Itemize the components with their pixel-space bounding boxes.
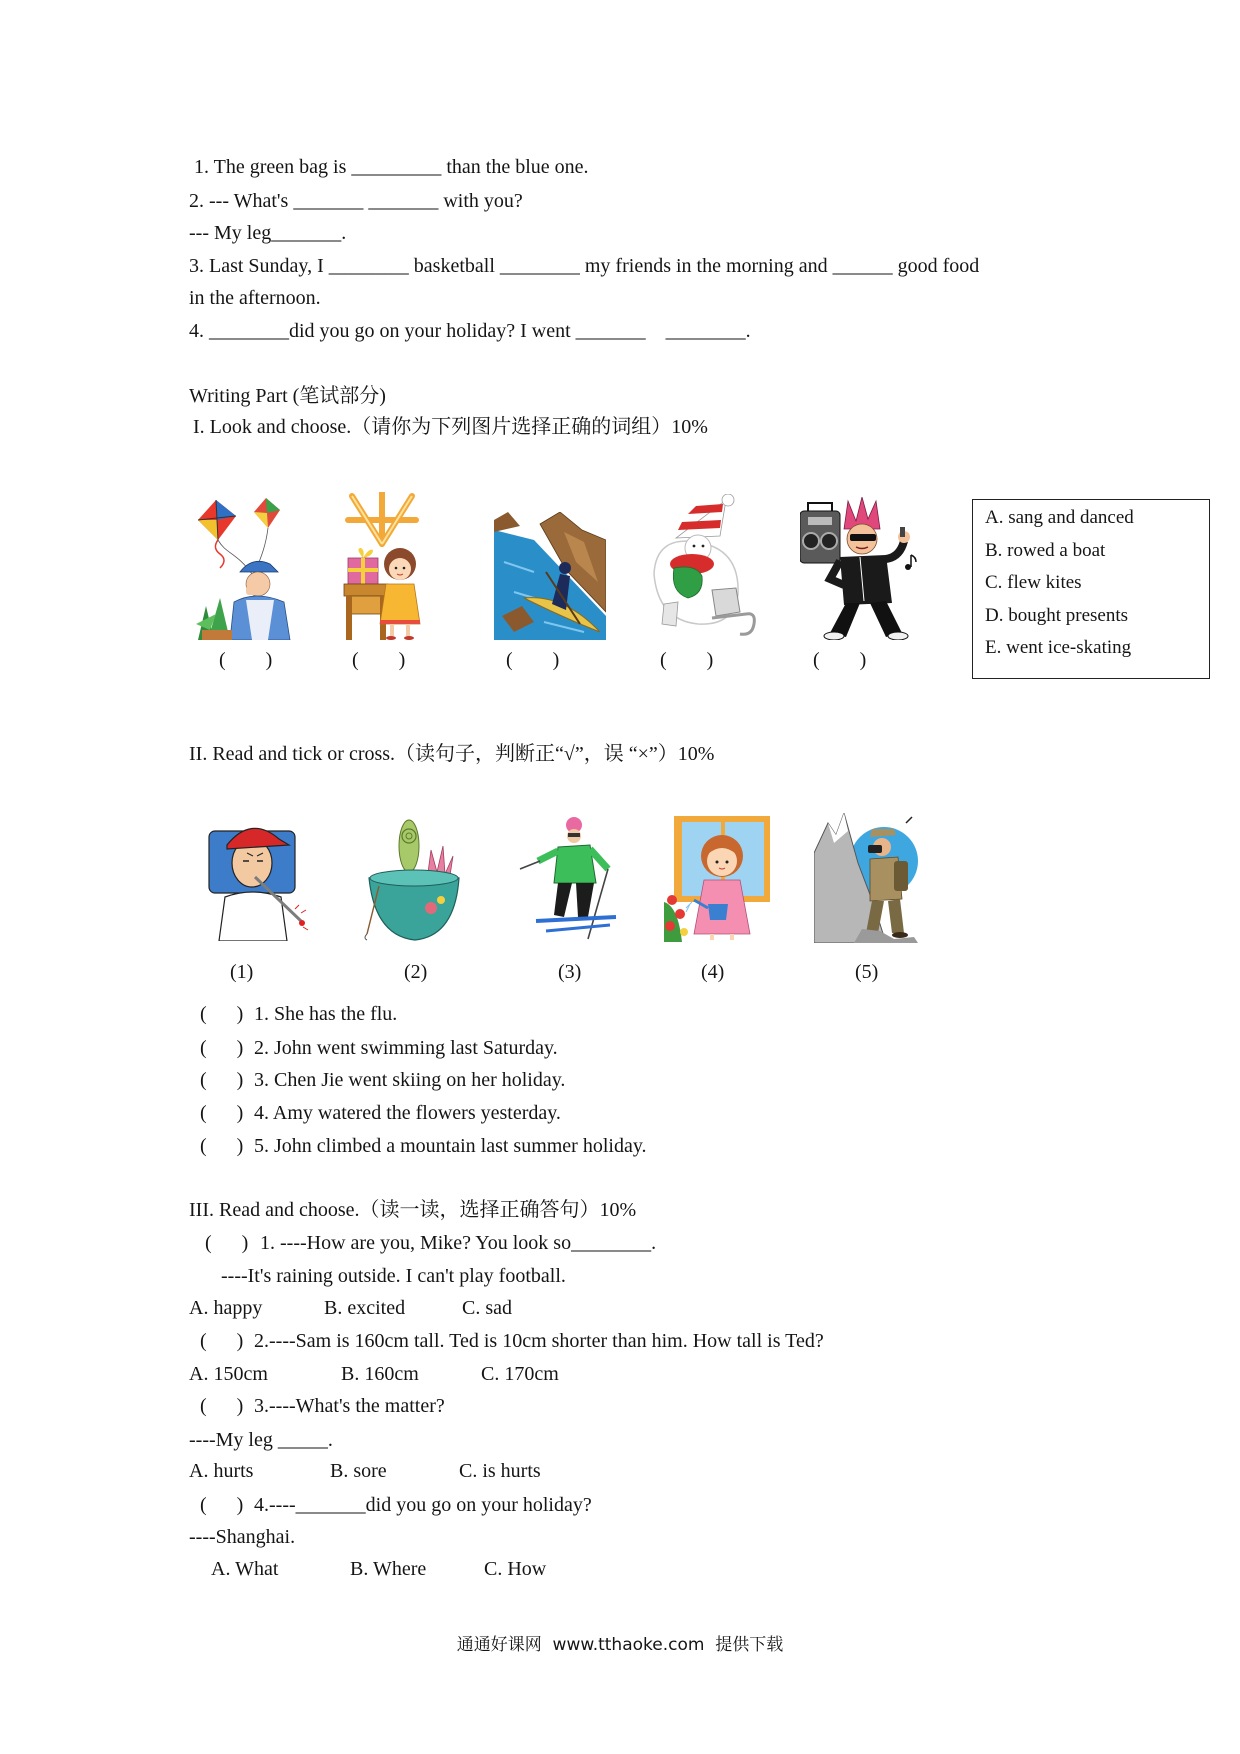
basin-picture	[357, 816, 467, 942]
part1-option-a: A. sang and danced	[985, 507, 1134, 528]
statement-4: 4. Amy watered the flowers yesterday.	[254, 1102, 561, 1124]
question-4-option-c: C. How	[484, 1558, 547, 1580]
part1-option-c: C. flew kites	[985, 572, 1082, 593]
part1-answer-blank-2: ( )	[352, 649, 406, 671]
question-4-follow-up: ----Shanghai.	[189, 1526, 296, 1548]
question-blank-4: ( )	[200, 1494, 244, 1516]
question-3-follow-up: ----My leg _____.	[189, 1429, 333, 1451]
question-1-option-a: A. happy	[189, 1297, 263, 1319]
question-4-option-a: A. What	[211, 1558, 279, 1580]
part1-option-b: B. rowed a boat	[985, 540, 1106, 561]
writing-part-title: Writing Part (笔试部分)	[189, 385, 386, 407]
part1-answer-blank-3: ( )	[506, 649, 560, 671]
part1-option-e: E. went ice-skating	[985, 637, 1132, 658]
statement-blank-5: ( )	[200, 1135, 244, 1157]
picture-label-5: (5)	[855, 961, 879, 983]
part1-options-box	[972, 499, 1210, 679]
part1-heading: I. Look and choose.（请你为下列图片选择正确的词组）10%	[193, 416, 708, 438]
question-1-option-b: B. excited	[324, 1297, 406, 1319]
question-1-option-c: C. sad	[462, 1297, 512, 1319]
part1-option-d: D. bought presents	[985, 605, 1129, 626]
picture-label-4: (4)	[701, 961, 725, 983]
page-footer: 通通好课网 www.tthaoke.com 提供下载	[456, 1635, 784, 1655]
fill-in-line-2: 2. --- What's _______ _______ with you?	[189, 190, 523, 212]
ice-skating-picture	[648, 494, 758, 640]
statement-1: 1. She has the flu.	[254, 1003, 398, 1025]
statement-blank-4: ( )	[200, 1102, 244, 1124]
picture-label-3: (3)	[558, 961, 582, 983]
picture-label-2: (2)	[404, 961, 428, 983]
presents-picture	[342, 492, 422, 640]
question-3-option-a: A. hurts	[189, 1460, 254, 1482]
statement-blank-2: ( )	[200, 1037, 244, 1059]
statement-3: 3. Chen Jie went skiing on her holiday.	[254, 1069, 566, 1091]
part2-heading: II. Read and tick or cross.（读句子，判断正“√”，误 “×”）10%	[189, 743, 715, 765]
part1-answer-blank-4: ( )	[660, 649, 714, 671]
statement-2: 2. John went swimming last Saturday.	[254, 1037, 558, 1059]
rowing-boat-picture	[494, 512, 606, 640]
statement-5: 5. John climbed a mountain last summer holiday.	[254, 1135, 647, 1157]
part1-answer-blank-5: ( )	[813, 649, 867, 671]
question-2-option-b: B. 160cm	[341, 1363, 419, 1385]
part3-heading: III. Read and choose.（读一读，选择正确答句）10%	[189, 1199, 637, 1221]
question-blank-3: ( )	[200, 1395, 244, 1417]
fill-in-line-3: --- My leg_______.	[189, 222, 347, 244]
statement-blank-3: ( )	[200, 1069, 244, 1091]
flu-picture	[207, 813, 309, 941]
mountain-climbing-picture	[814, 813, 918, 943]
watering-flowers-picture	[664, 816, 772, 942]
statement-blank-1: ( )	[200, 1003, 244, 1025]
question-3: 3.----What's the matter?	[254, 1395, 445, 1417]
fill-in-line-1: 1. The green bag is _________ than the blue one.	[194, 156, 589, 178]
kite-flying-picture	[196, 494, 297, 640]
fill-in-line-5: in the afternoon.	[189, 287, 321, 309]
question-blank-1: ( )	[205, 1232, 249, 1254]
question-2-option-a: A. 150cm	[189, 1363, 268, 1385]
question-blank-2: ( )	[200, 1330, 244, 1352]
question-4-option-b: B. Where	[350, 1558, 427, 1580]
question-2-option-c: C. 170cm	[481, 1363, 559, 1385]
fill-in-line-4: 3. Last Sunday, I ________ basketball ________ my friends in the morning and ______ good food	[189, 255, 980, 277]
question-4: 4.----_______did you go on your holiday?	[254, 1494, 592, 1516]
picture-label-1: (1)	[230, 961, 254, 983]
sing-and-dance-picture	[800, 497, 918, 640]
question-2: 2.----Sam is 160cm tall. Ted is 10cm shorter than him. How tall is Ted?	[254, 1330, 824, 1352]
fill-in-line-6: 4. ________did you go on your holiday? I went _______ ________.	[189, 320, 751, 342]
question-1: 1. ----How are you, Mike? You look so________.	[260, 1232, 657, 1254]
skiing-picture	[518, 813, 624, 943]
part1-answer-blank-1: ( )	[219, 649, 273, 671]
question-3-option-c: C. is hurts	[459, 1460, 541, 1482]
question-3-option-b: B. sore	[330, 1460, 387, 1482]
question-1-follow-up: ----It's raining outside. I can't play football.	[221, 1265, 566, 1287]
